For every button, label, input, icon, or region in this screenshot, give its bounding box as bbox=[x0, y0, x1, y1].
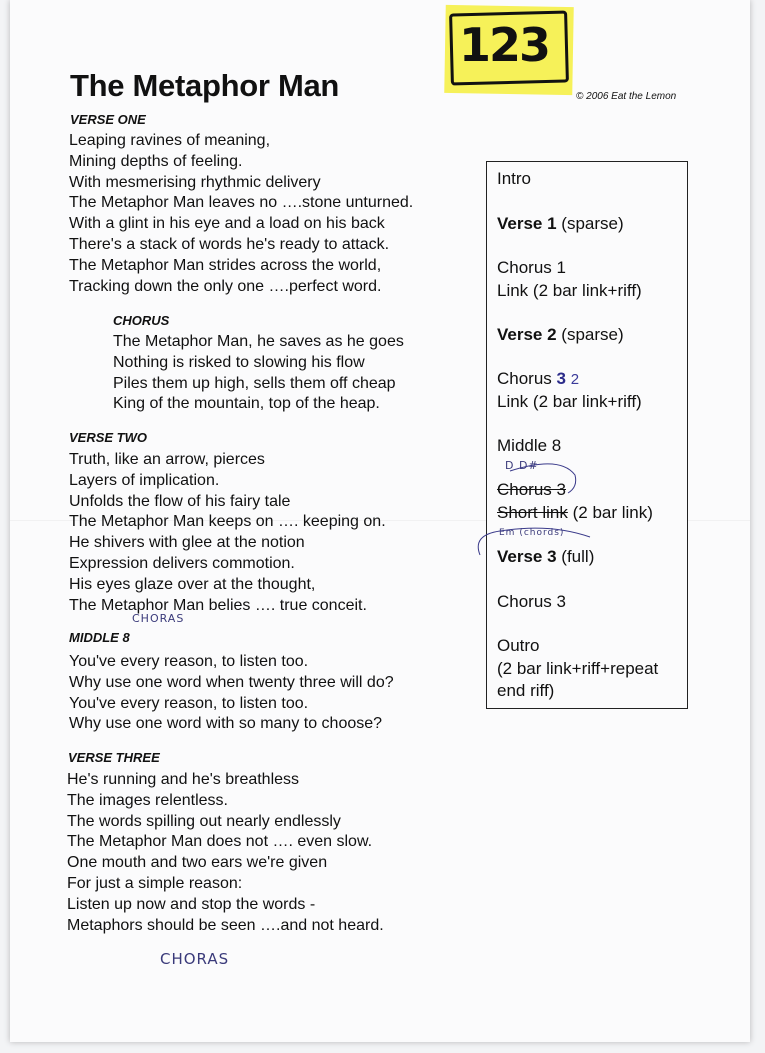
lyric-line: He shivers with glee at the notion bbox=[69, 534, 305, 552]
structure-chorus-3-struck: Chorus 3 bbox=[497, 480, 566, 499]
song-number: 123 bbox=[459, 18, 550, 72]
lyric-line: You've every reason, to listen too. bbox=[69, 653, 309, 670]
structure-label: Verse 3 bbox=[497, 547, 557, 566]
lyric-line: The words spilling out nearly endlessly bbox=[67, 812, 341, 830]
lyric-line: The images relentless. bbox=[67, 791, 228, 809]
song-number-box bbox=[445, 6, 575, 84]
lyric-line: King of the mountain, top of the heap. bbox=[113, 395, 380, 413]
structure-outro-detail-2: end riff) bbox=[497, 681, 555, 700]
lyric-line: Tracking down the only one ….perfect word. bbox=[69, 277, 382, 295]
lyric-line: Mining depths of feeling. bbox=[69, 152, 243, 170]
struck-text: Short link bbox=[497, 503, 568, 522]
handwritten-scribbles bbox=[470, 455, 610, 575]
handwritten-choras-end: CHORAS bbox=[160, 950, 230, 968]
lyric-line: Expression delivers commotion. bbox=[69, 554, 295, 572]
structure-link-2: Link (2 bar link+riff) bbox=[497, 392, 642, 411]
lyric-line: Layers of implication. bbox=[69, 471, 220, 489]
verse-one-lines bbox=[69, 131, 413, 297]
song-structure-box bbox=[486, 161, 688, 709]
structure-label: Verse 2 bbox=[497, 325, 557, 344]
structure-link-1: Link (2 bar link+riff) bbox=[497, 281, 642, 300]
song-title: The Metaphor Man bbox=[70, 68, 340, 103]
middle-8-heading: MIDDLE 8 bbox=[69, 630, 130, 645]
corrected-number: 3 bbox=[556, 369, 567, 388]
lyric-line: There's a stack of words he's ready to attack. bbox=[69, 235, 390, 253]
lyric-line: The Metaphor Man keeps on …. keeping on. bbox=[69, 513, 386, 531]
chorus-lines bbox=[113, 332, 404, 415]
lyric-line: The Metaphor Man, he saves as he goes bbox=[113, 333, 404, 350]
structure-outro: Outro bbox=[497, 636, 540, 655]
lyric-line: Why use one word when twenty three will do? bbox=[69, 673, 394, 691]
middle-8-lines bbox=[69, 652, 394, 735]
structure-chorus-3: Chorus 3 bbox=[497, 592, 566, 611]
lyric-line: Nothing is risked to slowing his flow bbox=[113, 353, 365, 371]
structure-outro-detail-1: (2 bar link+riff+repeat bbox=[497, 659, 659, 678]
handwritten-number: 2 bbox=[570, 371, 580, 388]
lyric-line: The Metaphor Man belies …. true conceit. bbox=[69, 596, 367, 614]
lyric-line: With a glint in his eye and a load on his back bbox=[69, 215, 385, 233]
verse-three-lines bbox=[67, 770, 384, 936]
lyric-line: Truth, like an arrow, pierces bbox=[69, 451, 265, 468]
structure-note: (sparse) bbox=[561, 214, 624, 233]
structure-intro: Intro bbox=[497, 169, 532, 188]
structure-verse-2 bbox=[497, 324, 624, 346]
structure-note: (full) bbox=[561, 547, 595, 566]
lyric-line: The Metaphor Man does not …. even slow. bbox=[67, 833, 373, 851]
lyric-line: With mesmerising rhythmic delivery bbox=[69, 173, 321, 191]
chorus-heading: CHORUS bbox=[113, 313, 170, 328]
structure-verse-1 bbox=[497, 213, 624, 235]
verse-three-heading: VERSE THREE bbox=[68, 750, 160, 765]
structure-note: (sparse) bbox=[561, 325, 624, 344]
lyric-line: One mouth and two ears we're given bbox=[67, 854, 328, 872]
lyric-line: Listen up now and stop the words - bbox=[67, 895, 316, 913]
lyric-line: His eyes glaze over at the thought, bbox=[69, 575, 316, 593]
structure-note: (2 bar link) bbox=[572, 503, 653, 522]
structure-chorus-1: Chorus 1 bbox=[497, 258, 566, 277]
handwritten-em-chords: Em (chords) bbox=[499, 528, 565, 538]
lyric-line: Leaping ravines of meaning, bbox=[69, 132, 271, 149]
verse-two-heading: VERSE TWO bbox=[69, 430, 148, 445]
verse-two-lines bbox=[69, 450, 386, 616]
lyric-line: Why use one word with so many to choose? bbox=[69, 715, 383, 733]
copyright-notice: © 2006 Eat the Lemon bbox=[576, 91, 677, 102]
lyric-line: He's running and he's breathless bbox=[67, 771, 300, 788]
lyric-line: The Metaphor Man strides across the world, bbox=[69, 256, 382, 274]
structure-label: Verse 1 bbox=[497, 214, 557, 233]
lyric-line: You've every reason, to listen too. bbox=[69, 694, 309, 712]
structure-chorus-2 bbox=[497, 368, 579, 391]
handwritten-choras-note: CHORAS bbox=[132, 612, 185, 625]
lyric-line: The Metaphor Man leaves no ….stone unturned. bbox=[69, 194, 414, 212]
lyric-line: Unfolds the flow of his fairy tale bbox=[69, 492, 291, 510]
verse-one-heading: VERSE ONE bbox=[70, 112, 146, 127]
structure-label: Chorus bbox=[497, 369, 552, 388]
lyric-line: Metaphors should be seen ….and not heard. bbox=[67, 916, 384, 934]
structure-middle-8: Middle 8 bbox=[497, 436, 562, 455]
lyric-line: For just a simple reason: bbox=[67, 874, 243, 892]
handwritten-chords: D D# bbox=[505, 459, 539, 472]
lyric-line: Piles them up high, sells them off cheap bbox=[113, 374, 396, 392]
